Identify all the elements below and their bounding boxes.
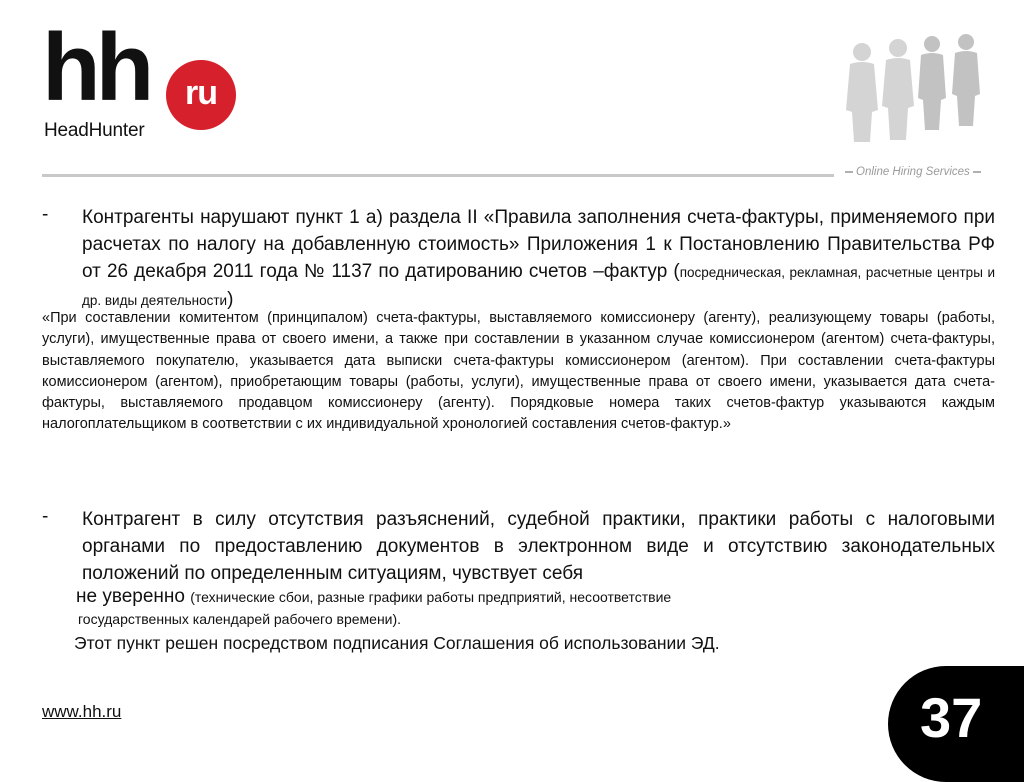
tagline-dash-right (973, 171, 981, 173)
headhunter-logo (42, 14, 242, 146)
logo-ru-badge: ru (166, 60, 236, 130)
tagline-dash-left (845, 171, 853, 173)
unsure-text: не уверенно (76, 586, 185, 607)
bullet-2-text: Контрагент в силу отсутствия разъяснений, судебной практики, практики работы с налоговыми органами по предоставлению документов в электронном виде и отсутствию законодательных положений по определенным ситуациям, чувствует себя (82, 509, 995, 584)
unsure-line (76, 585, 976, 609)
tagline (842, 166, 992, 178)
bullet-1-main: Контрагенты нарушают пункт 1 а) раздела II «Правила заполнения счета-фактуры, применяемого при расчетах по налогу на добавленную стоимость» Приложения 1 к Постановлению Правительства РФ от 26 декабря 2011 года № 1137 по датированию счетов –фактур ( (82, 207, 995, 282)
bullet-1-text (82, 204, 995, 314)
resolved-statement: Этот пункт решен посредством подписания Соглашения об использовании ЭД. (74, 633, 720, 653)
logo-hh-text: hh (42, 14, 150, 121)
bullet-marker: - (42, 204, 49, 225)
bullet-1-close: ) (227, 289, 234, 310)
bullet-item-2 (42, 506, 995, 587)
page-number: 37 (920, 686, 983, 749)
bullet-item-1 (42, 204, 995, 314)
logo-name-text: HeadHunter (44, 120, 145, 141)
header-divider (42, 174, 834, 177)
site-link[interactable]: www.hh.ru (42, 702, 122, 721)
unsure-small-text: (технические сбои, разные графики работы предприятий, несоответствие (190, 589, 672, 605)
unsure-small-continuation: государственных календарей рабочего времени). (78, 611, 402, 627)
regulation-quote: «При составлении комитентом (принципалом) счета-фактуры, выставляемого комиссионеру (агенту), реализующему товары (работы, услуги), имущественные права от своего имени, а также при составлении в указанном случае комиссионером (агентом) счета-фактуры, выставляемого покупателю, указывается дата выписки счета-фактуры комиссионером (агентом). При составлении счета-фактуры комиссионером (агентом), приобретающим товары (работы, услуги), имущественные права от своего имени, указывается дата счета-фактуры, выставляемого продавцом комиссионеру (агенту). Порядковые номера таких счетов-фактур указываются каждым налогоплательщиком в соответствии с их индивидуальной хронологией составления счетов-фактур.» (42, 310, 995, 433)
bullet-marker: - (42, 506, 49, 527)
page-number-badge (888, 666, 1024, 782)
people-silhouettes-icon (840, 30, 990, 170)
bullet-1-small: посредническая, рекламная, расчетные центры и др. виды деятельности (82, 265, 996, 308)
tagline-text: Online Hiring Services (856, 166, 970, 178)
